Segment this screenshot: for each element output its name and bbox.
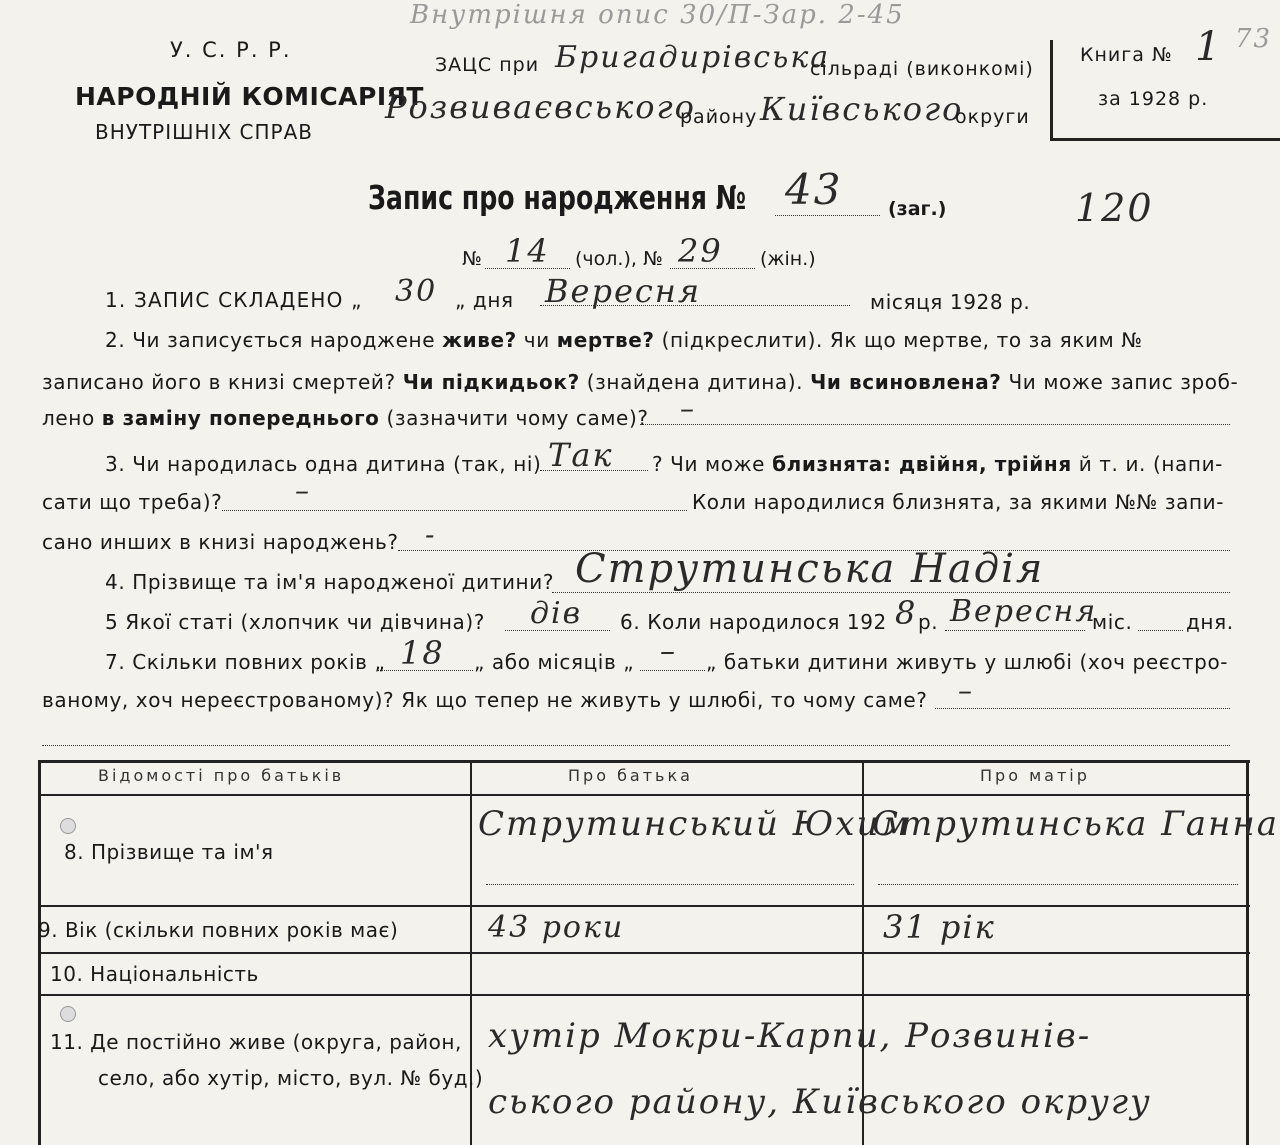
item1-month-line (540, 305, 850, 306)
item3-answer: Так (548, 436, 614, 474)
chol-number: 14 (505, 232, 550, 270)
row10-label: 10. Національність (50, 962, 259, 986)
table-header-info: Відомості про батьків (98, 766, 345, 785)
item5-answer-line (505, 630, 610, 631)
republic-label: У. С. Р. Р. (170, 38, 292, 62)
item2-answer: – (680, 392, 696, 425)
commissariat-label: НАРОДНІЙ КОМІСАРІЯТ (75, 82, 424, 111)
item7-answer-line (935, 708, 1230, 709)
item7-extra-line (42, 745, 1230, 746)
item4-label: 4. Прізвище та ім'я народженої дитини? (105, 570, 555, 594)
row11-label-2: село, або хутір, місто, вул. № буд.) (98, 1066, 484, 1090)
punch-hole-bottom (60, 1006, 76, 1022)
row8-father: Струтинський Юхим (478, 804, 911, 844)
item1-suffix: місяця 1928 р. (870, 290, 1031, 314)
item6-mid: р. (918, 610, 939, 634)
item3-line2b: Коли народилися близнята, за якими №№ запи- (692, 490, 1225, 514)
book-year: за 1928 р. (1098, 88, 1209, 110)
row8-mother-line (878, 884, 1238, 885)
item5-answer: дів (530, 596, 583, 631)
row11-label-1: 11. Де постійно живе (округа, район, (50, 1030, 462, 1054)
zags-suffix: сільраді (виконкомі) (810, 58, 1034, 80)
book-corner-number: 73 (1235, 24, 1273, 54)
item6-dnya: дня. (1186, 610, 1234, 634)
item7-months-line (640, 670, 705, 671)
zhin-number: 29 (678, 232, 723, 270)
book-box-bottom (1050, 138, 1280, 141)
item1-month: Вересня (545, 272, 702, 310)
item2-line2: записано його в книзі смертей? Чи підкидьок? (знайдена дитина). Чи всиновлена? Чи може запис зроб- (42, 370, 1239, 394)
book-number: 1 (1195, 24, 1223, 70)
item2-line3: лено в заміну попереднього (зазначити чому саме)? (42, 406, 649, 430)
item7-answer: – (958, 674, 974, 707)
row9-label: 9. Вік (скільки повних років має) (38, 918, 399, 942)
table-header-mother: Про матір (980, 766, 1090, 785)
chol-label: (чол.), № (575, 248, 663, 270)
item7-years-line (378, 670, 473, 671)
table-header-father: Про батька (568, 766, 693, 785)
zhin-label: (жін.) (760, 248, 816, 270)
item3-line3: сано инших в книзі народжень? (42, 530, 399, 554)
item3-answer2: – (295, 474, 311, 507)
book-label: Книга № (1080, 44, 1173, 66)
item1-prefix: 1. ЗАПИС СКЛАДЕНО „ (105, 288, 363, 312)
record-number: 43 (785, 165, 843, 214)
table-top-border (38, 760, 1250, 763)
zhin-line (670, 268, 755, 269)
item6-mis: міс. (1092, 610, 1133, 634)
table-row3-bottom (38, 994, 1250, 996)
item3-line1: 3. Чи народилась одна дитина (так, ні) (105, 452, 542, 476)
row9-father: 43 роки (488, 910, 625, 945)
table-row1-bottom (38, 905, 1250, 907)
item7-a: 7. Скільки повних років „ (105, 650, 386, 674)
row9-mother: 31 рік (883, 908, 996, 946)
item6-month: Вересня (950, 594, 1098, 629)
district-label: району (680, 106, 758, 128)
item6-day-line (1138, 630, 1183, 631)
item7-months: – (660, 634, 677, 669)
table-row2-bottom (38, 952, 1250, 954)
chol-line (485, 268, 570, 269)
zags-village: Бригадирівська (555, 40, 831, 75)
okruga-name: Київського (760, 90, 964, 128)
zag-label: (заг.) (888, 198, 947, 220)
table-header-bottom (38, 794, 1250, 796)
item7-d: ваному, хоч нереєстрованому)? Як що тепер не живуть у шлюбі, то чому саме? (42, 688, 928, 712)
item2-answer-line (640, 424, 1230, 425)
record-number-line (775, 215, 880, 216)
row11-address-2: ського району, Київського округу (488, 1082, 1152, 1122)
okruga-label: округи (955, 106, 1030, 128)
parents-table (38, 760, 1280, 1145)
item3-answer3: - (425, 518, 437, 551)
item6-year: 8 (895, 594, 918, 632)
item3-line2a: сати що треба)? (42, 490, 223, 514)
district-name: Розвиваєвського (385, 88, 696, 126)
item7-years: 18 (400, 634, 445, 672)
item3-answer-line (540, 470, 648, 471)
row8-father-line (486, 884, 854, 885)
item5-label: 5 Якої статі (хлопчик чи дівчина)? (105, 610, 485, 634)
record-title: Запис про народження № (368, 178, 747, 217)
row11-address-1: хутір Мокри-Карпи, Розвинів- (488, 1016, 1092, 1056)
item3-line1b: ? Чи може близнята: двійня, трійня й т. и. (напи- (652, 452, 1223, 476)
zags-prefix: ЗАЦС при (435, 54, 540, 76)
item3-answer2-line (222, 510, 687, 511)
item7-c: „ батьки дитини живуть у шлюбі (хоч реєстро- (706, 650, 1229, 674)
archive-note: Внутрішня опис 30/П-Зар. 2-45 (410, 0, 905, 30)
row8-mother: Струтинська Ганна (872, 804, 1280, 844)
punch-hole-top (60, 818, 76, 834)
item1-mid: „ дня (455, 288, 514, 312)
dept-label: ВНУТРІШНІХ СПРАВ (95, 120, 313, 144)
book-box-border (1050, 40, 1053, 140)
item2-line1: 2. Чи записується народжене живе? чи мертве? (підкреслити). Як що мертве, то за яким № (105, 328, 1143, 352)
item7-b: „ або місяців „ (474, 650, 635, 674)
side-number: 120 (1075, 186, 1154, 230)
item4-answer: Струтинська Надія (575, 546, 1045, 592)
n-prefix: № (462, 248, 482, 270)
item6-label: 6. Коли народилося 192 (620, 610, 887, 634)
item6-month-line (945, 630, 1085, 631)
row8-label: 8. Прізвище та ім'я (64, 840, 274, 864)
item4-answer-line (552, 592, 1230, 593)
item1-day: 30 (395, 274, 438, 309)
